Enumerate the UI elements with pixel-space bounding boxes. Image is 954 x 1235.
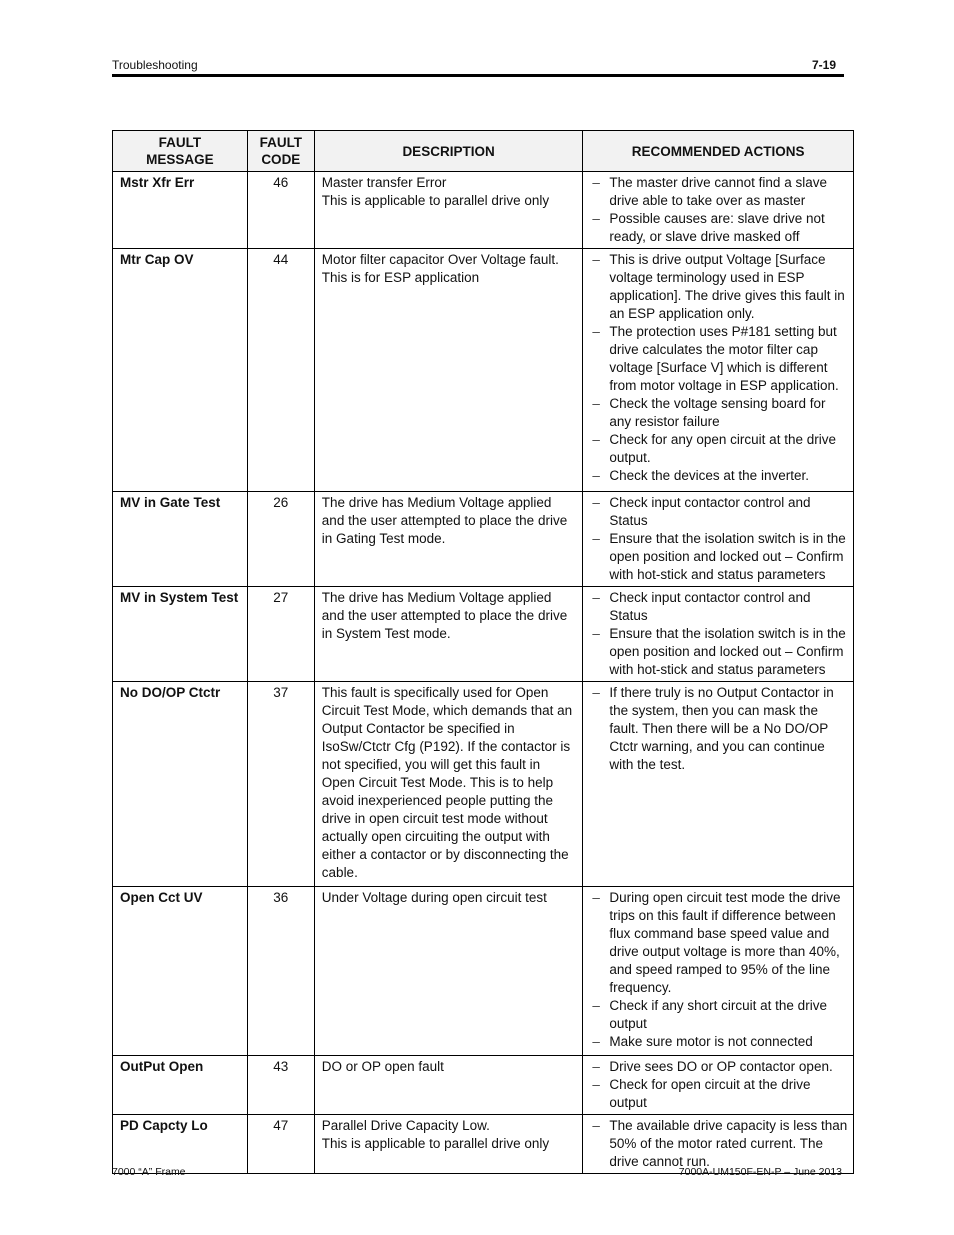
action-list xyxy=(592,1058,849,1112)
recommended-actions xyxy=(583,1115,854,1174)
fault-code: 27 xyxy=(247,587,314,682)
recommended-actions xyxy=(583,587,854,682)
action-item: – The available drive capacity is less than 50% of the motor rated current. The drive cannot run. xyxy=(592,1117,849,1171)
fault-code: 46 xyxy=(247,172,314,249)
table-row xyxy=(113,1056,854,1115)
action-item: – During open circuit test mode the drive trips on this fault if difference between flux command base speed value and drive output voltage is more than 40%, and speed ramped to 95% of the line frequency. xyxy=(592,889,849,997)
action-list xyxy=(592,889,849,1051)
action-item: – Check if any short circuit at the drive output xyxy=(592,997,849,1033)
action-item: – If there truly is no Output Contactor in the system, then you can mask the fault. Then there will be a No DO/OP Ctctr warning, and you can continue with the test. xyxy=(592,684,849,774)
description-line: This is applicable to parallel drive only xyxy=(321,1136,550,1151)
fault-message: Open Cct UV xyxy=(113,887,248,1056)
action-item: – Ensure that the isolation switch is in the open position and locked out – Confirm with hot-stick and status parameters xyxy=(592,625,849,679)
action-item: – Check for open circuit at the drive output xyxy=(592,1076,849,1112)
description-line: Parallel Drive Capacity Low. xyxy=(321,1118,490,1133)
action-list xyxy=(592,251,849,485)
action-list xyxy=(592,494,849,584)
recommended-actions xyxy=(583,492,854,587)
table-row xyxy=(113,172,854,249)
fault-description xyxy=(314,172,583,249)
action-list xyxy=(592,174,849,246)
column-header-fault-code xyxy=(247,131,314,172)
fault-code: 47 xyxy=(247,1115,314,1174)
column-header-line: CODE xyxy=(261,152,301,167)
fault-code: 36 xyxy=(247,887,314,1056)
description-line: This fault is specifically used for Open Circuit Test Mode, which demands that an Output Contactor be specified in IsoSw/Ctctr Cfg (P192). If the contactor is not specified, you will get this fault in Open Circuit Test Mode. This is to help avoid inexperienced people putting the drive in open circuit test mode without actually open circuiting the output with either a contactor or by disconnecting the cable. xyxy=(321,685,573,880)
fault-message: MV in System Test xyxy=(113,587,248,682)
action-list xyxy=(592,684,849,774)
fault-description xyxy=(314,682,583,887)
fault-description xyxy=(314,1115,583,1174)
action-item: – Check the devices at the inverter. xyxy=(592,467,849,485)
action-item: – This is drive output Voltage [Surface voltage terminology used in ESP application]. The drive gives this fault in an ESP application only. xyxy=(592,251,849,323)
recommended-actions xyxy=(583,682,854,887)
action-list xyxy=(592,589,849,679)
description-line: This is for ESP application xyxy=(321,270,480,285)
description-line: Under Voltage during open circuit test xyxy=(321,890,547,905)
page-number: 7-19 xyxy=(811,58,836,72)
action-item: – The master drive cannot find a slave drive able to take over as master xyxy=(592,174,849,210)
action-item: – Make sure motor is not connected xyxy=(592,1033,849,1051)
page-header xyxy=(112,56,844,77)
action-item: – Possible causes are: slave drive not ready, or slave drive masked off xyxy=(592,210,849,246)
table-row xyxy=(113,682,854,887)
action-item: – Check for any open circuit at the drive output. xyxy=(592,431,849,467)
fault-code: 44 xyxy=(247,249,314,492)
fault-message: Mtr Cap OV xyxy=(113,249,248,492)
fault-message: OutPut Open xyxy=(113,1056,248,1115)
description-line: DO or OP open fault xyxy=(321,1059,444,1074)
fault-message: PD Capcty Lo xyxy=(113,1115,248,1174)
fault-code: 37 xyxy=(247,682,314,887)
action-list xyxy=(592,1117,849,1171)
description-line: The drive has Medium Voltage applied and the user attempted to place the drive in System Test mode. xyxy=(321,590,568,641)
fault-table xyxy=(112,130,854,1174)
fault-description xyxy=(314,887,583,1056)
column-header-recommended-actions: RECOMMENDED ACTIONS xyxy=(583,131,854,172)
table-row xyxy=(113,1115,854,1174)
action-item: – Drive sees DO or OP contactor open. xyxy=(592,1058,849,1076)
fault-description xyxy=(314,249,583,492)
description-line: The drive has Medium Voltage applied and the user attempted to place the drive in Gating Test mode. xyxy=(321,495,568,546)
action-item: – Ensure that the isolation switch is in the open position and locked out – Confirm with hot-stick and status parameters xyxy=(592,530,849,584)
footer-right: 7000A-UM150F-EN-P – June 2013 xyxy=(678,1166,842,1178)
fault-description xyxy=(314,1056,583,1115)
fault-description xyxy=(314,492,583,587)
recommended-actions xyxy=(583,172,854,249)
fault-code: 26 xyxy=(247,492,314,587)
column-header-line: FAULT xyxy=(158,135,202,150)
column-header-fault-message xyxy=(113,131,248,172)
recommended-actions xyxy=(583,249,854,492)
footer-left: 7000 “A” Frame xyxy=(112,1166,186,1178)
description-line: Master transfer Error xyxy=(321,175,447,190)
table-header-row xyxy=(113,131,854,172)
fault-message: MV in Gate Test xyxy=(113,492,248,587)
table-body xyxy=(113,172,854,1174)
column-header-description: DESCRIPTION xyxy=(314,131,583,172)
fault-code: 43 xyxy=(247,1056,314,1115)
table-row xyxy=(113,587,854,682)
table-row xyxy=(113,492,854,587)
fault-message: Mstr Xfr Err xyxy=(113,172,248,249)
description-line: Motor filter capacitor Over Voltage fault. xyxy=(321,252,559,267)
column-header-line: FAULT xyxy=(259,135,303,150)
action-item: – Check input contactor control and Status xyxy=(592,494,849,530)
recommended-actions xyxy=(583,1056,854,1115)
section-title: Troubleshooting xyxy=(112,58,198,72)
recommended-actions xyxy=(583,887,854,1056)
description-line: This is applicable to parallel drive only xyxy=(321,193,550,208)
fault-description xyxy=(314,587,583,682)
action-item: – Check the voltage sensing board for any resistor failure xyxy=(592,395,849,431)
table-row xyxy=(113,887,854,1056)
column-header-line: MESSAGE xyxy=(146,152,214,167)
table-row xyxy=(113,249,854,492)
fault-message: No DO/OP Ctctr xyxy=(113,682,248,887)
action-item: – The protection uses P#181 setting but drive calculates the motor filter cap voltage [Surface V] which is different from motor voltage in ESP application. xyxy=(592,323,849,395)
action-item: – Check input contactor control and Status xyxy=(592,589,849,625)
